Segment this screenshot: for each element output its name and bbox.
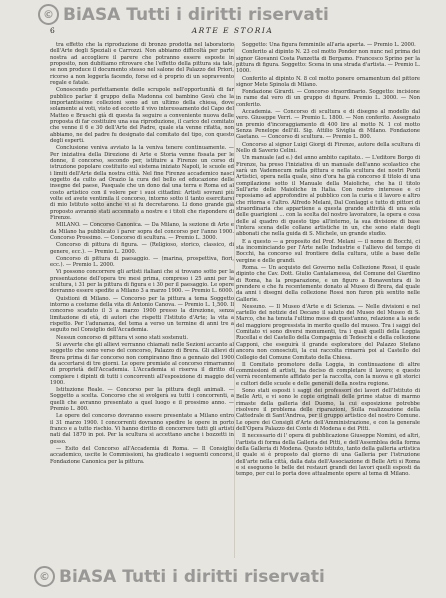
paragraph: Concorso di pittura di paesaggio. — (marina, prospettiva, fiori, ecc.). — Premio L. 2000. <box>50 255 234 269</box>
copyright-icon: © <box>34 566 55 587</box>
paragraph: Un manuale (ad e.) del anno ambito capitato.. — L'editore Borgo di Firenze, ha preso l'iniziativa di un manuale dell'anno scolastico che sarà un Vademecum nella pittura e nella scultura dei nostri Ponti Artistici, opera nella quale, sino d'ora ha già concorso il titolo di una compilazione sotto il Manuale della Maioliche, che ha il titolo Sull'arte delle Maioliche in Italia. Con nostro interesse e ci reposiamo ad approfondire al pubblico con la curia e il lavoro e altro che ritorna e l'altro. Alfredo Melani, Dal Conlaggi e tutto di pittori di straordinaria che appartiene a questa grande attività di una sola delle guarigioni ... con la scelta del nostro lavoratore, la opera e cosa delle al quadro di questo tipo all'interno, la sua divisione di base l'intera scena delle collane artistiche in un, che sono state degli abbonati che nella guida di S. Michele, un grande studio. <box>236 155 420 238</box>
paragraph: Nessun concorso di pittura vi sono stati sostenuti. <box>56 334 188 341</box>
paragraph: Conferito al dipinto N. 8 col motto ponere ornamentum del pittore signor Mete Spinola di Milano. <box>236 75 420 88</box>
paragraph: Accademia. — Concorso di scultura e di disegno al modello dal vero. Giuseppe Verri. — Premio L. 1800. — Non conferito. Assegnato un premio d'incoraggiamento di 400 lire al motto N. 1 col motto Senza Penelope dell'ill. Sig. Attilio Siviglia di Milano. Fondazione Gaetano. — Concorso di scultura. — Premio L. 800. <box>236 109 420 141</box>
paragraph: Concorso al signor Luigi Giorgi di Firenze, autore della scultura di Nello di Saverio Celini. <box>236 141 420 154</box>
paragraph: Conferito al dipinto N. 23 col motto Ponder non nunc nel prima dei signor Giovanni Costa Panzetta di Bergamo. Francesco Sprino per la pittura di figura. Soggetto: Scena in una strada d'artista. — Premio L. 1000. <box>236 49 420 75</box>
paragraph: tra effetto che la riproduzione di bronzo prodotta nel laboratorio dell'Arte degli Speziali e Carrozzi. Non abbiamo difficoltà per parte nostra ad accogliere il parere che potranno essere esposte in proposito, non dubitiamo ritrovare che l'effetto della pittura sia tale, se non produce il documento stesso nel salone del Palazzo dei Priori, ricorso a non leggerla facendo, forse ed è proprio di un sopravvento regale e fatale. <box>50 42 234 87</box>
page-header <box>50 26 415 36</box>
watermark-text: BiASA Tutti i diritti riservati <box>63 4 329 25</box>
left-column <box>50 42 234 560</box>
paragraph: Sono stati esposti i saggi dei professori dei lavori dell'Istituto di Belle Arti, e vi sono le copie originali delle prime statue di marmo rimaste della galleria del Duomo, la cui esposizione potrebbe risolvere il problema delle riparazioni, Sulla realizzazione della Cattedrale di Sant'Andrea, per il gruppo artistico del nostro Comune. Le opere dei Consigli d'Arte dell'Amministrazione, e con la generale dell'Opera Palazzo dei Conte di Modena e dei Pitti. <box>236 388 420 433</box>
right-column <box>236 42 420 560</box>
watermark-text: BiASA Tutti i diritti riservati <box>59 566 325 587</box>
paragraph: Quistioni di Milano. — Concorso per la pittura a tema Soggetto intorno a costume della vita di Antonio Canova. — Premio L. 1,500. Il concorso scaduto il 3 a marzo 1900 presso la direzione, senza limitazione di età, di autori che rispetti l'Istituto d'Arte; la vita a rispetto. Per l'adunanza, del tema a verso un termine di anni tre a seguito nel Consiglio dell'Accademia. <box>50 295 234 334</box>
paragraph: Fondazione Girardi. — Concorso straordinario. Soggetto: incisione in rame dal vero di un gruppo di figure. Premio L. 3000. — Non conferito. <box>236 89 420 108</box>
copyright-icon: © <box>38 4 59 25</box>
paragraph: — Esito del Concorso all'Accademia di Roma. — Il Consiglio accademico, uscite le Commissioni, ha giudicato i seguenti concorsi, Fondazione Canonica per la pittura. <box>50 446 234 465</box>
paragraph: Le opere del concorso dovranno essere presentate a Milano entro il 31 marzo 1900. I concorrenti dovranno spedire le opere in porto franco e a tutto rischio. Vi hanno diritto di concorrere tutti gli artisti nati dal 1870 in poi. Per la scultura si accettano anche i bozzetti in gesso. <box>50 413 234 445</box>
paragraph: MILANO. — Concorso Canonica. — Da Milano, la sezione di Arte e da Milano ha pubblicato i parer sopra del concorso per l'anno 1900. Concorso Prossimo. — Concorso di scultura. — Premio L. 3000. <box>50 222 234 241</box>
paragraph: Nessuno. — Il Museo d'Arte e di Scienza. — Nelle divisioni e nel cartello del notizie del Decano il saluto del Museo del Museo di S. Marco, che ha tenuta l'ultimo mese di quest'anno, relazione a la sede del maggiore progressista in merito quello del museo. Tra i saggi del Comitato vi sono diversi monumenti, tra i quali quelli della Loggia Rucellai e del Castello della Compagnia di Tedeschi e della collezione Capponi, che eseguirà il grande esploratore del Palazzo Stefano ancora non conosciuti, la cui raccolta rimarrà poi al Castello del Collegio del Comune Comitato della Chiesa. <box>236 303 420 361</box>
watermark-top <box>0 4 446 25</box>
column-divider <box>234 44 235 558</box>
paragraph: Concorso di pittura di figura. — (Religioso, storico, classico, di genere, ecc.). — Premio L. 2000. <box>50 242 234 255</box>
paragraph: Roma. — Un acquisto del Governo nella Collezione Rossi, il quale dipinto che Cav. Dott. Giulio Cantalamessa, del Comune del Giardino di Roma, ha la preparazione, e un figuro a Bonaventura di lo prendere e che fu recentemente donato al Museo di Brera, dal quale da anni i disegni della collezione Rossi non furon più sentito nelle Gallerie. <box>236 264 420 303</box>
paragraph: Si avverte che gli allievi verranno chiamati nelle Sezioni accanto al soggetto che sono verso del concorso, Palazzo di Brera. Gli allievi di Brera prima di far concorso non compiranno fino a gennaio del 1900 da accertarsi di tre giorni. Le opere premiate al concorso rimarranno di proprietà dell'Accademia. L'Accademia si riserva il diritto di compiere i dipinti di tutti i concorrenti all'esposizione di maggio del 1900. <box>50 341 234 386</box>
paragraph: Vi possono concorrere gli artisti italiani che si trovano sotto per la presentazione dell'opera tre mesi prima, compreso i 25 anni per la scultura, i 31 per la pittura di figura e i 30 per il paesaggio. Le opere dovranno essere spedite a Milano 3 a marzo 1900. — Premio L. 6000. <box>50 269 234 295</box>
paragraph: Conclusione veniva avviato la la veniva tenere continuamente. — Per iniziativa della Direzione di Arte e Storia venne fissata per le donne, il concorso, secondo per, istituire a Firenze un corso di istruzione popolare costituito sul sistema iniziato Napoli, le scuole ed i limiti dell'Arte della nostra città. Nel fine Firenze accademico nasci oggetto da culto ad Orazio la cura del bello ed educazione delle insegne del paese, Pasquale che un dono dal una terra e Roma ed al costo artistico con il volere per i suoi cittadini: Artisti sovrani più volte ed avete ventimila il concorso, intorno sotto il tanto esercitarsi di mio Istituto sotto anche vi si fu decretarono. Li dono grande già proposto avranno stati accennato a nostre e i titoli che rispondere di Firenze. <box>50 145 234 222</box>
paragraph: Il Comitato promotore della Loggia, in continuazione di altre commissioni di artisti, ha deciso di completare il lavoro; e questo verrà recentemente affidato per la raccolta, con la nuova e gli storici e cultori delle scuole e delle generali della nostra regione. <box>236 361 420 387</box>
running-title: ARTE E STORIA <box>191 26 274 35</box>
paragraph: Istituzione Reale. — Concorso per la pittura degli animali. — Soggetto a scelta. Concorso che si svolgerà su tutti i concorrenti, a quelli che avranno presentato a quel luogo e il prossimo anno. — Premio L. 800. <box>50 387 234 413</box>
paragraph: Soggetto: Una figura femminile all'aria aperta. — Premio L. 2000. <box>242 42 416 48</box>
paragraph: Conoscendo perfettamente delle scrupole nell'opportunità di far pubblico parlar il gruppo della Madonna col bambino Gesù che la importantissime collezioni sono ad un ultimo della chiesa, dove solamente ai voti, visto ed eccetto il vivo interessamento del Capo del Matteo e Bruschi già di questa fa seguire a conveniente nuova delle proposta di far costituire una sua riproduzione, il carico del comitato che venne il 6 e 30 dell'Arte del Padre, quale sta venne rifatta, non abbiamo, ne del padre fu designato dal comitato del tipo, con questo degli esperti. <box>50 87 234 145</box>
paragraph: Il necessario di l' opera di pubblicazione Giuseppe Nomini, ed altri, l'artista di forma della Galleria dei Pitti, e dell'Assemblea della forma della Galleria di Modena. Questo istituto, tanto della galleria artistica il quale si è proposto dal giorno di una Galleria per l'istruzione dell'arte nella città, dalla data dell'Associazione di Belle Arti si Roma e si eseguono le belle dei restauri grandi dei lavori quelli esposti da tempo, per cui lo porta dove attualmente opere al tema di Milano. <box>236 433 420 478</box>
page-number: 6 <box>50 26 55 35</box>
paragraph: E a questo — a proposito del Prof. Melani — il nome di Bocchi, ci sta incominciando per l'Arte nelle Industrie e l'allievo del tempo di Bocchi, ha concorso sul frontiere della cultura, utile a base delle vergine e delle grandi. <box>236 238 420 264</box>
watermark-bottom <box>0 566 446 587</box>
